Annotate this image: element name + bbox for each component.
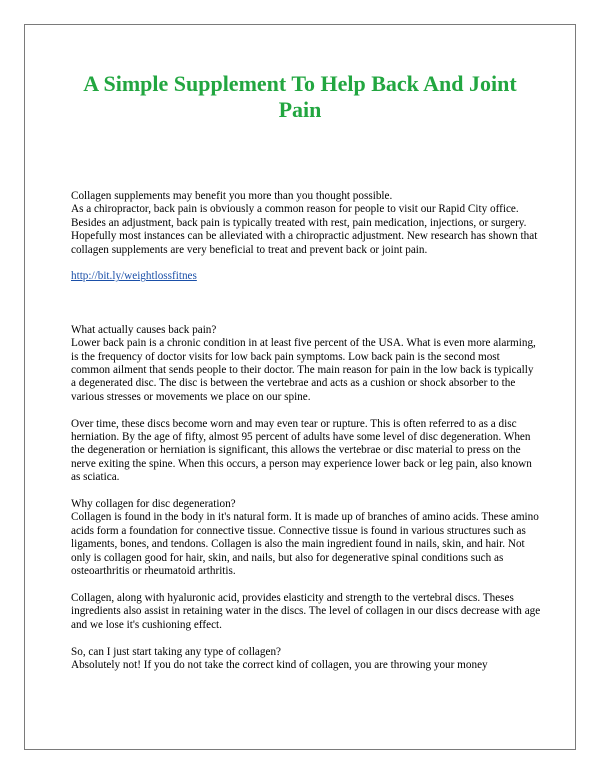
page-title: A Simple Supplement To Help Back And Joint Pain [83, 71, 517, 122]
section-1-heading: What actually causes back pain? [71, 323, 217, 336]
section-1-paragraph-1: Lower back pain is a chronic condition in at least five percent of the USA. What is even more alarming, is the frequency of doctor visits for low back pain symptoms. Low back pain is the second most common ailment that sends people to their doctor. The main reason for pain in the low back is typically a degenerated disc. The disc is between the vertebrae and acts as a cushion or shock absorber to the various stresses or movements we place on our spine. [71, 337, 536, 403]
intro-paragraph: As a chiropractor, back pain is obviously a common reason for people to visit our Rapid City office. Besides an adjustment, back pain is typically treated with rest, pain medication, injections, or surgery. Hopefully most instances can be alleviated with a chiropractic adjustment. New research has shown that collagen supplements are very beneficial to treat and prevent back or joint pain. [71, 203, 538, 256]
section-3-paragraph-1: Absolutely not! If you do not take the correct kind of collagen, you are throwing your money [71, 658, 488, 671]
document-page [24, 24, 576, 750]
intro-line-1: Collagen supplements may benefit you more than you thought possible. [71, 190, 393, 202]
article-link[interactable]: http://bit.ly/weightlossfitnes [71, 270, 197, 283]
section-1-paragraph-2: Over time, these discs become worn and may even tear or rupture. This is often referred to as a disc herniation. By the age of fifty, almost 95 percent of adults have some level of disc degeneration. When the degeneration or herniation is significant, this allows the vertebrae or disc material to press on the nerve exiting the spine. When this occurs, a person may experience lower back or leg pain, also known as sciatica. [71, 417, 532, 484]
section-2-paragraph-2: Collagen, along with hyaluronic acid, provides elasticity and strength to the vertebral discs. Theses ingredients also assist in retaining water in the discs. The level of collagen in our discs decrease with age and we lose it's cushioning effect. [71, 591, 541, 631]
section-2-heading: Why collagen for disc degeneration? [71, 498, 236, 511]
article-body [71, 190, 541, 672]
section-2-paragraph-1: Collagen is found in the body in it's natural form. It is made up of branches of amino acids. These amino acids form a foundation for connective tissue. Connective tissue is found in various structures such as ligaments, bones, and tendons. Collagen is also the main ingredient found in nails, skin, and hair. Not only is collagen good for hair, skin, and nails, but also for degenerative spinal conditions such as osteoarthritis or rheumatoid arthritis. [71, 511, 539, 578]
section-3-heading: So, can I just start taking any type of collagen? [71, 645, 282, 658]
